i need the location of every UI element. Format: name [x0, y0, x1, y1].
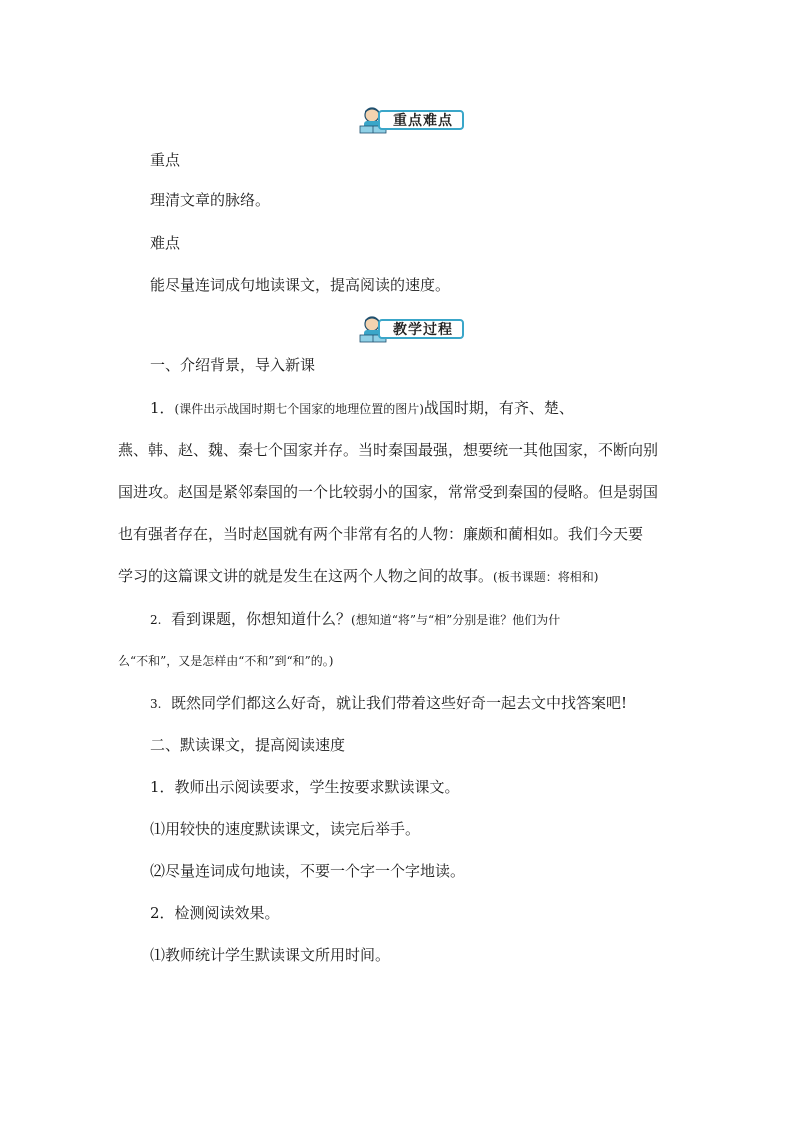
badge-label: 重点难点	[393, 113, 453, 129]
section1-item2-line2: 么“不和”，又是怎样由“不和”到“和”的。)	[118, 654, 334, 668]
section1-item1-line4: 也有强者存在，当时赵国就有两个非常有名的人物：廉颇和蔺相如。我们今天要	[118, 525, 644, 543]
item-number: 3.	[150, 697, 162, 711]
section1-item1-line1	[150, 398, 574, 419]
section2-sub2: ⑵尽量连词成句地读，不要一个字一个字地读。	[150, 862, 466, 880]
difficult-heading: 难点	[150, 234, 181, 252]
key-text: 理清文章的脉络。	[150, 191, 271, 209]
section2-item2: 2．检测阅读效果。	[150, 904, 280, 922]
key-heading: 重点	[150, 151, 181, 169]
item-number: 2.	[150, 613, 162, 627]
item-text: 看到课题，你想知道什么？	[171, 610, 352, 628]
item-number: 1．	[150, 399, 175, 417]
difficult-text: 能尽量连词成句地读课文，提高阅读的速度。	[150, 276, 451, 294]
item-text: 既然同学们都这么好奇，就让我们带着这些好奇一起去文中找答案吧!	[171, 694, 628, 712]
badge-label: 教学过程	[393, 322, 453, 338]
section2-sub3: ⑴教师统计学生默读课文所用时间。	[150, 946, 391, 964]
section1-item3	[150, 693, 627, 714]
section1-item2-line1	[150, 609, 560, 630]
teaching-process-badge	[356, 317, 466, 343]
item-note: (课件出示战国时期七个国家的地理位置的图片)	[174, 402, 424, 416]
section1-item1-line5	[118, 566, 598, 587]
key-points-badge	[356, 108, 466, 134]
section2-sub1: ⑴用较快的速度默读课文，读完后举手。	[150, 820, 421, 838]
item-text: 学习的这篇课文讲的就是发生在这两个人物之间的故事。	[118, 567, 494, 585]
section2-item1: 1．教师出示阅读要求，学生按要求默读课文。	[150, 778, 460, 796]
section1-item1-line2: 燕、韩、赵、魏、秦七个国家并存。当时秦国最强，想要统一其他国家，不断向别	[118, 441, 659, 459]
section1-item1-line3: 国进攻。赵国是紧邻秦国的一个比较弱小的国家，常常受到秦国的侵略。但是弱国	[118, 483, 659, 501]
item-note: (想知道“将”与“相”分别是谁？他们为什	[351, 613, 561, 627]
section2-heading: 二、默读课文，提高阅读速度	[150, 736, 346, 754]
section1-heading: 一、介绍背景，导入新课	[150, 356, 316, 374]
item-note: (板书课题：将相和)	[493, 570, 599, 584]
item-text: 战国时期，有齐、楚、	[423, 399, 574, 417]
